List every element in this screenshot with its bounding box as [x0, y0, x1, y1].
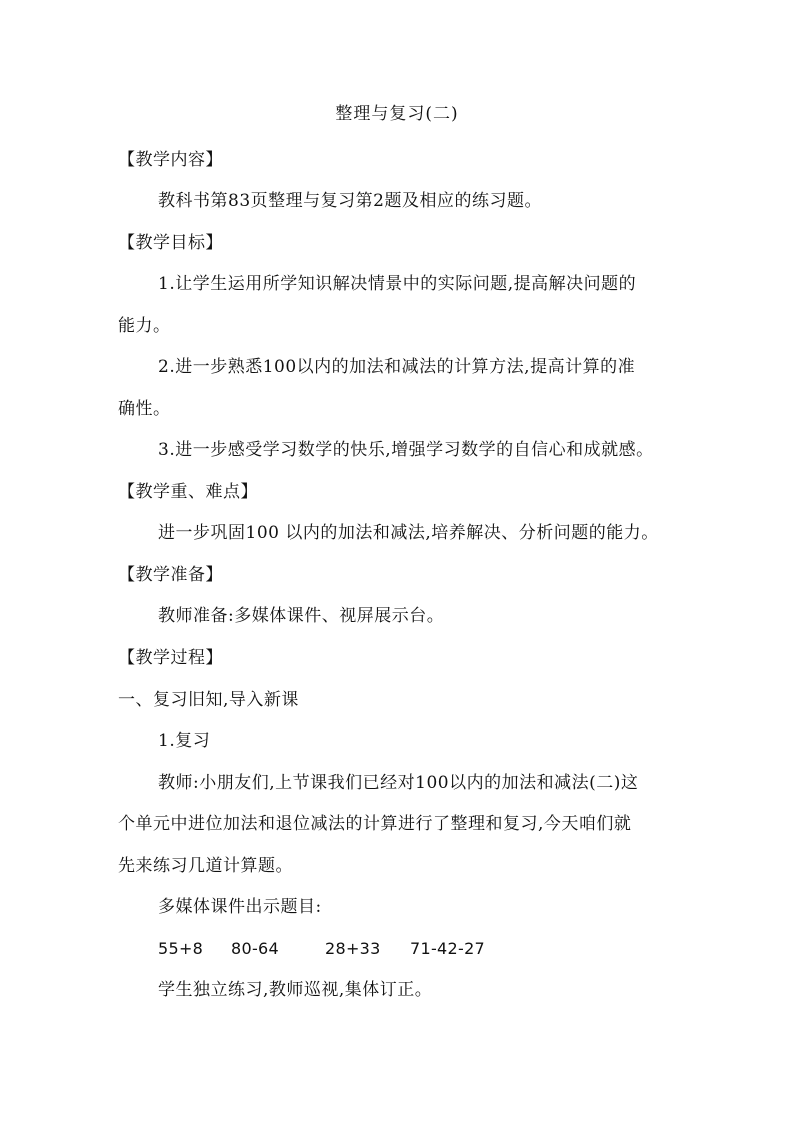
calculation-item: 55+8	[158, 939, 204, 958]
goal-1-line-1: 1.让学生运用所学知识解决情景中的实际问题,提高解决问题的	[158, 274, 637, 294]
goal-3: 3.进一步感受学习数学的快乐,增强学习数学的自信心和成就感。	[158, 440, 654, 460]
content-heading: 【教学内容】	[118, 150, 223, 170]
calculation-item: 71-42-27	[410, 939, 486, 958]
goal-2-line-2: 确性。	[118, 399, 171, 419]
calculation-item: 28+33	[325, 939, 381, 958]
step-1-heading: 1.复习	[158, 731, 211, 751]
keypoints-text: 进一步巩固100 以内的加法和减法,培养解决、分析问题的能力。	[158, 523, 659, 543]
part-1-heading: 一、复习旧知,导入新课	[118, 690, 299, 710]
teacher-line-3: 先来练习几道计算题。	[118, 856, 293, 876]
show-questions: 多媒体课件出示题目:	[158, 897, 322, 917]
process-heading: 【教学过程】	[118, 648, 223, 668]
practice-text: 学生独立练习,教师巡视,集体订正。	[158, 980, 433, 1000]
goals-heading: 【教学目标】	[118, 233, 223, 253]
prep-text: 教师准备:多媒体课件、视屏展示台。	[158, 606, 445, 626]
calculation-item: 80-64	[231, 939, 279, 958]
content-text: 教科书第83页整理与复习第2题及相应的练习题。	[158, 191, 542, 211]
goal-2-line-1: 2.进一步熟悉100以内的加法和减法的计算方法,提高计算的准	[158, 357, 636, 377]
keypoints-heading: 【教学重、难点】	[118, 482, 258, 502]
teacher-line-2: 个单元中进位加法和退位减法的计算进行了整理和复习,今天咱们就	[118, 814, 632, 834]
goal-1-line-2: 能力。	[118, 316, 171, 336]
teacher-line-1: 教师:小朋友们,上节课我们已经对100以内的加法和减法(二)这	[158, 773, 639, 793]
prep-heading: 【教学准备】	[118, 565, 223, 585]
document-title: 整理与复习(二)	[335, 104, 459, 124]
